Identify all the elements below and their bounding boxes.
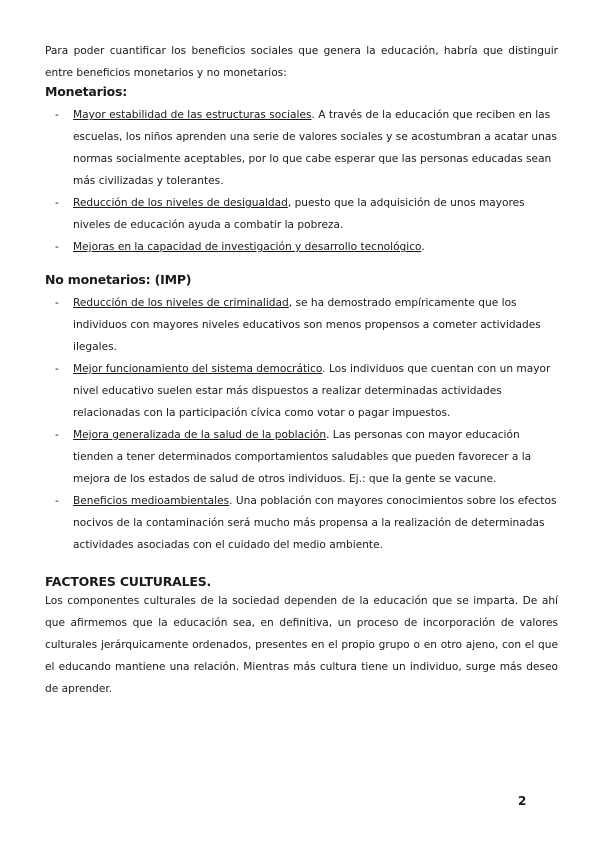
item-term: Mayor estabilidad de las estructuras sociales: [73, 109, 312, 121]
item-text: . Las personas con mayor educación tienden a tener determinados comportamientos saludables que pueden favorecer a la mejora de los estados de salud de otros individuos. Ej.: que la gente se vacune.: [73, 429, 532, 485]
list-item: [45, 104, 558, 192]
item-text: , puesto que la adquisición de unos mayores niveles de educación ayuda a combatir la pobreza.: [73, 197, 525, 231]
item-text: . A través de la educación que reciben en las escuelas, los niños aprenden una serie de valores sociales y se acostumbran a acatar unas normas socialmente aceptables, por lo que cabe esperar que las personas educadas sean más civilizadas y tolerantes.: [73, 109, 557, 187]
dash-bullet: -: [55, 109, 59, 121]
item-text: .: [421, 241, 425, 253]
dash-bullet: -: [55, 197, 59, 209]
document-page: [45, 40, 558, 700]
list-monetarios: [45, 104, 558, 258]
item-text: . Los individuos que cuentan con un mayor nivel educativo suelen estar más dispuestos a realizar determinadas actividades relacionadas con la participación cívica como votar o pagar impuestos.: [73, 363, 551, 419]
item-text: , se ha demostrado empíricamente que los individuos con mayores niveles educativos son menos propensos a cometer actividades ilegales.: [73, 297, 541, 353]
dash-bullet: -: [55, 297, 59, 309]
dash-bullet: -: [55, 363, 59, 375]
item-text: . Una población con mayores conocimientos sobre los efectos nocivos de la contaminación será mucho más propensa a la realización de determinadas actividades asociadas con el cuidado del medio ambiente.: [73, 495, 557, 551]
heading-monetarios: Monetarios:: [45, 84, 128, 99]
item-term: Reducción de los niveles de desigualdad: [73, 197, 288, 209]
intro-paragraph: Para poder cuantificar los beneficios sociales que genera la educación, habría que distinguir entre beneficios monetarios y no monetarios:: [45, 45, 558, 79]
dash-bullet: -: [55, 495, 59, 507]
dash-bullet: -: [55, 241, 59, 253]
item-term: Mejor funcionamiento del sistema democrático: [73, 363, 323, 375]
item-term: Beneficios medioambientales: [73, 495, 230, 507]
item-term: Mejoras en la capacidad de investigación y desarrollo tecnológico: [73, 241, 422, 253]
list-item: [45, 192, 558, 236]
dash-bullet: -: [55, 429, 59, 441]
list-item: [45, 490, 558, 556]
heading-factores-culturales: FACTORES CULTURALES.: [45, 574, 212, 589]
page-number: 2: [518, 794, 527, 808]
list-item: [45, 424, 558, 490]
factores-paragraph: Los componentes culturales de la sociedad dependen de la educación que se imparta. De ahí que afirmemos que la educación sea, en definitiva, un proceso de incorporación de valores culturales jerárquicamente ordenados, presentes en el propio grupo o en otro ajeno, con el que el educando mantiene una relación. Mientras más cultura tiene un individuo, surge más deseo de aprender.: [45, 595, 558, 695]
list-item: [45, 358, 558, 424]
list-item: [45, 236, 558, 258]
heading-no-monetarios: No monetarios: (IMP): [45, 272, 192, 287]
item-term: Mejora generalizada de la salud de la población: [73, 429, 327, 441]
item-term: Reducción de los niveles de criminalidad: [73, 297, 289, 309]
list-no-monetarios: [45, 292, 558, 556]
list-item: [45, 292, 558, 358]
